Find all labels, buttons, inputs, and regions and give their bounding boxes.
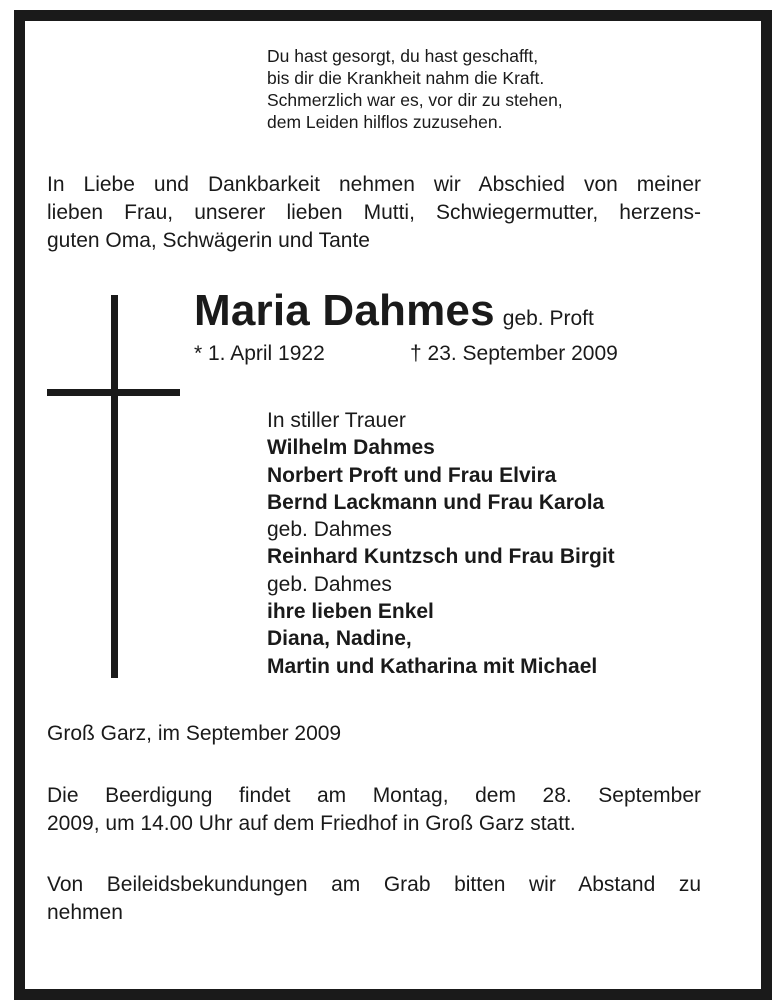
mourner-line: Diana, Nadine, <box>267 627 412 651</box>
life-dates <box>194 342 618 366</box>
poem-line: Schmerzlich war es, vor dir zu stehen, <box>267 90 563 110</box>
mourners-list <box>267 407 615 680</box>
intro-line: guten Oma, Schwägerin und Tante <box>47 229 370 252</box>
mourner-line: Reinhard Kuntzsch und Frau Birgit <box>267 545 615 569</box>
death-date: † 23. September 2009 <box>410 342 618 365</box>
deceased-name: Maria Dahmes <box>194 286 495 335</box>
intro-line: lieben Frau, unserer lieben Mutti, Schwiegermutter, herzens- <box>47 201 701 224</box>
poem-line: Du hast gesorgt, du hast geschafft, <box>267 46 539 66</box>
birth-date: * 1. April 1922 <box>194 342 325 365</box>
funeral-notice <box>47 782 701 838</box>
mourner-line: ihre lieben Enkel <box>267 600 434 624</box>
condolences-line: Von Beileidsbekundungen am Grab bitten wir Abstand zu <box>47 873 701 896</box>
mourner-line: Bernd Lackmann und Frau Karola <box>267 490 605 514</box>
poem <box>267 45 563 133</box>
funeral-line: Die Beerdigung findet am Montag, dem 28. September <box>47 784 701 807</box>
mourner-line: Wilhelm Dahmes <box>267 436 435 460</box>
mourner-line: geb. Dahmes <box>267 518 392 542</box>
intro-line: In Liebe und Dankbarkeit nehmen wir Abschied von meiner <box>47 173 701 196</box>
intro-text <box>47 171 701 255</box>
cross-icon <box>111 295 118 678</box>
mourners-heading: In stiller Trauer <box>267 409 406 432</box>
mourner-line: geb. Dahmes <box>267 572 392 596</box>
poem-line: dem Leiden hilflos zuzusehen. <box>267 112 503 132</box>
mourner-line: Martin und Katharina mit Michael <box>267 654 598 678</box>
funeral-line: 2009, um 14.00 Uhr auf dem Friedhof in Groß Garz statt. <box>47 812 576 835</box>
poem-line: bis dir die Krankheit nahm die Kraft. <box>267 68 545 88</box>
maiden-name: geb. Proft <box>502 307 594 330</box>
deceased-name-block <box>194 286 594 336</box>
place-date: Groß Garz, im September 2009 <box>47 722 342 745</box>
cross-icon-bar <box>47 389 180 396</box>
condolences-line: nehmen <box>47 901 123 924</box>
mourner-line: Norbert Proft und Frau Elvira <box>267 463 557 487</box>
condolences-notice <box>47 871 701 927</box>
